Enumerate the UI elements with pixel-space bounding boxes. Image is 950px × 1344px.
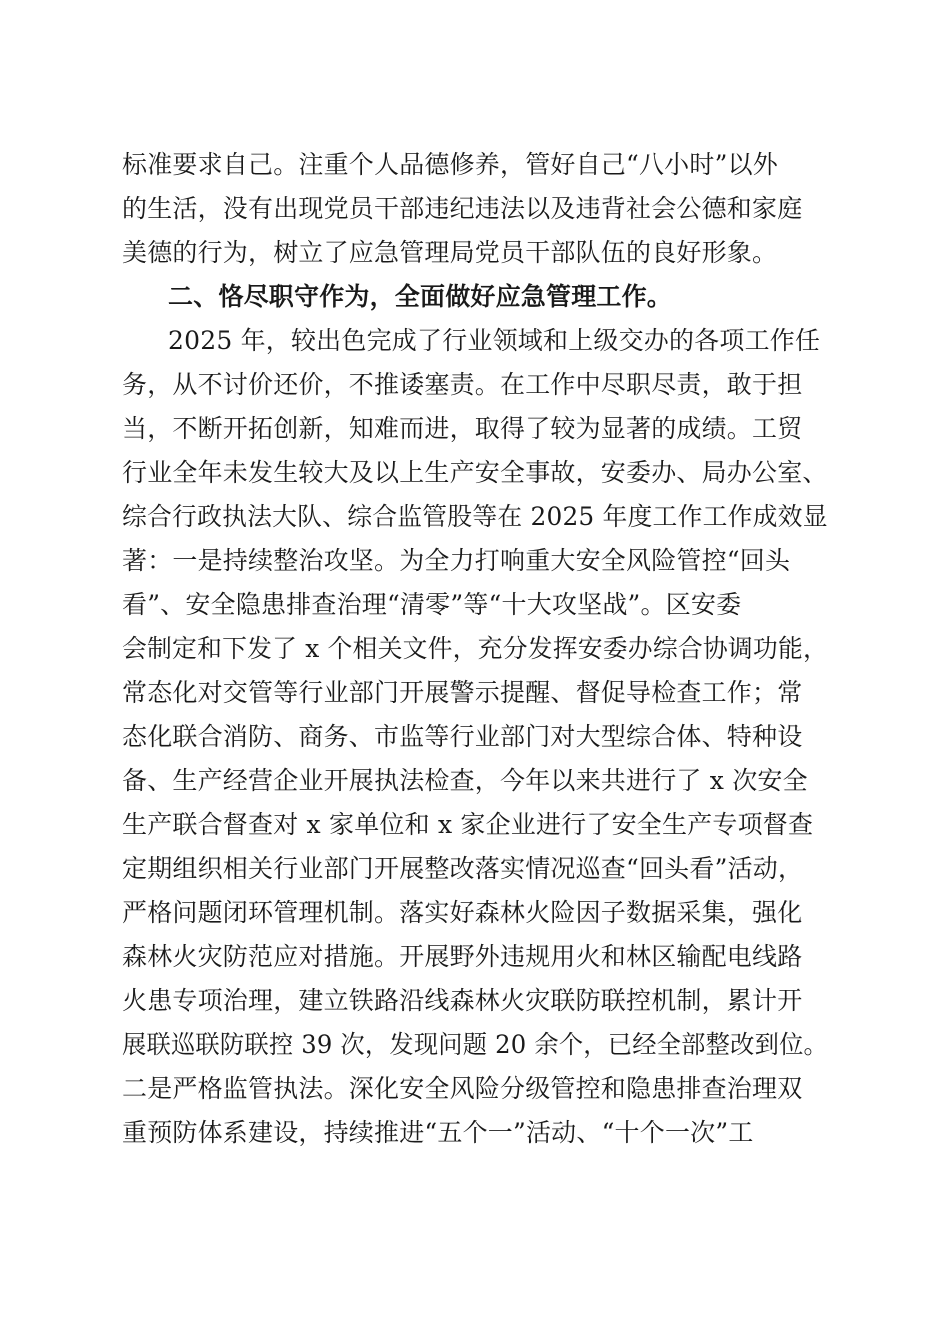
body-text-line: 综合行政执法大队、综合监管股等在 2025 年度工作工作成效显 [122,502,828,531]
body-text-line: 严格问题闭环管理机制。落实好森林火险因子数据采集，强化 [122,898,803,927]
section-heading: 二、恪尽职守作为，全面做好应急管理工作。 [168,282,673,311]
body-text-line: 二是严格监管执法。深化安全风险分级管控和隐患排查治理双 [122,1074,803,1103]
paragraph-first-line: 2025 年，较出色完成了行业领域和上级交办的各项工作任 [168,326,821,355]
body-text-line: 生产联合督查对 x 家单位和 x 家企业进行了安全生产专项督查 [122,810,814,839]
body-text-line: 备、生产经营企业开展执法检查，今年以来共进行了 x 次安全 [122,766,808,795]
body-text-line: 重预防体系建设，持续推进“五个一”活动、“十个一次”工 [122,1118,754,1147]
body-text-line: 态化联合消防、商务、市监等行业部门对大型综合体、特种设 [122,722,803,751]
body-text-line: 美德的行为，树立了应急管理局党员干部队伍的良好形象。 [122,238,778,267]
body-text-line: 看”、安全隐患排查治理“清零”等“十大攻坚战”。区安委 [122,590,742,619]
body-text-line: 务，从不讨价还价，不推诿塞责。在工作中尽职尽责，敢于担 [122,370,803,399]
body-text-line: 著：一是持续整治攻坚。为全力打响重大安全风险管控“回头 [122,546,791,575]
body-text-line: 会制定和下发了 x 个相关文件，充分发挥安委办综合协调功能， [122,634,828,663]
body-text-line: 火患专项治理，建立铁路沿线森林火灾联防联控机制，累计开 [122,986,803,1015]
body-text-line: 的生活，没有出现党员干部违纪违法以及违背社会公德和家庭 [122,194,803,223]
body-text-line: 森林火灾防范应对措施。开展野外违规用火和林区输配电线路 [122,942,803,971]
body-text-line: 行业全年未发生较大及以上生产安全事故，安委办、局办公室、 [122,458,828,487]
body-text-line: 定期组织相关行业部门开展整改落实情况巡查“回头看”活动， [122,854,804,883]
body-text-line: 当，不断开拓创新，知难而进，取得了较为显著的成绩。工贸 [122,414,803,443]
body-text-line: 标准要求自己。注重个人品德修养，管好自己“八小时”以外 [122,150,778,179]
body-text-line: 常态化对交管等行业部门开展警示提醒、督促导检查工作；常 [122,678,803,707]
body-text-line: 展联巡联防联控 39 次，发现问题 20 余个，已经全部整改到位。 [122,1030,829,1059]
